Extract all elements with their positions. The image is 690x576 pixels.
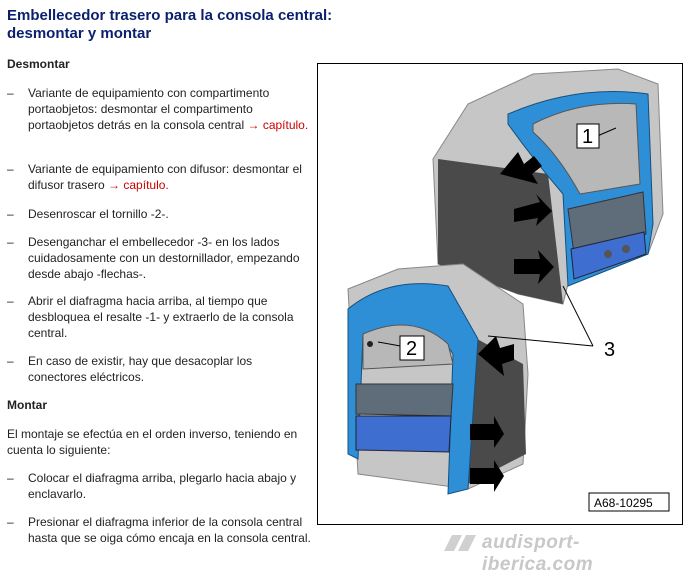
page-title: Embellecedor trasero para la consola central: desmontar y montar (7, 7, 333, 42)
watermark-logo-icon (438, 533, 478, 553)
illustration-svg (318, 64, 682, 524)
callout-3: 3 (604, 339, 616, 361)
chapter-link[interactable]: → capítulo. (247, 118, 309, 132)
section-heading-montar: Montar (7, 398, 47, 412)
montar-intro: El montaje se efectúa en el orden inverso, teniendo en cuenta lo siguiente: (7, 427, 298, 457)
section-heading-desmontar: Desmontar (7, 57, 70, 71)
callout-2: 2 (406, 338, 418, 360)
callout-line-3a (563, 286, 593, 346)
callout-1: 1 (582, 126, 594, 148)
watermark-text: audisport-iberica.com (482, 532, 594, 575)
console-trim-illustration (317, 63, 683, 525)
figure-ref: A68-10295 (594, 496, 653, 510)
chapter-link[interactable]: → capítulo. (108, 178, 169, 192)
lower-console (348, 264, 528, 494)
